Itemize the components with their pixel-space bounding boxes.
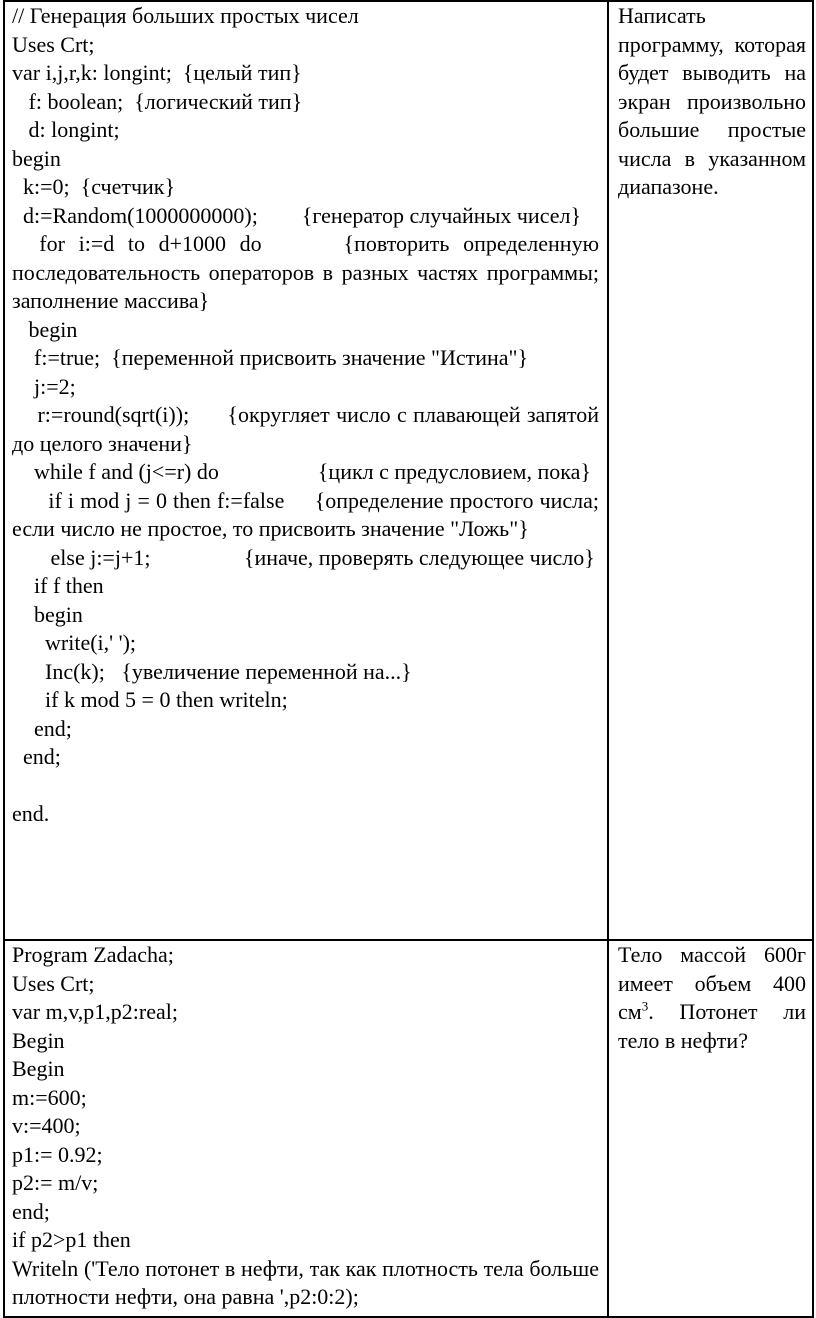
task-description: Написать программу, которая будет выводить на экран произвольно большие простые числа в указанном диапазоне. xyxy=(618,3,806,199)
code-line: begin xyxy=(12,601,83,627)
code-line: for i:=d to d+1000 do {повторить определенную последовательность операторов в разных частях программы; заполнение массива} xyxy=(12,231,605,313)
code-line: Uses Crt; xyxy=(12,31,95,57)
code-line: var i,j,r,k: longint; {целый тип} xyxy=(12,60,302,85)
table-row xyxy=(4,1,813,940)
code-line: k:=0; {счетчик} xyxy=(12,174,176,199)
table-row xyxy=(4,940,813,1317)
code-line: else j:=j+1; {иначе, проверять следующее число} xyxy=(12,544,595,570)
code-line: if k mod 5 = 0 then writeln; xyxy=(12,687,288,712)
code-line: j:=2; xyxy=(12,373,76,399)
code-line: f: boolean; {логический тип} xyxy=(12,88,303,114)
code-line: d:=Random(1000000000); {генератор случайных чисел} xyxy=(12,202,582,228)
description-cell-primes xyxy=(608,1,813,940)
task-table xyxy=(3,0,814,1318)
description-text: . Потонет ли тело в нефти? xyxy=(618,999,806,1053)
code-line: if p2>p1 then xyxy=(12,1227,131,1252)
code-listing xyxy=(12,941,605,1312)
code-line: v:=400; xyxy=(12,1113,81,1138)
code-line: p1:= 0.92; xyxy=(12,1141,103,1167)
code-line: begin xyxy=(12,145,61,171)
code-cell-primes xyxy=(4,1,608,940)
code-line: // Генерация больших простых чисел xyxy=(12,3,359,28)
code-line: r:=round(sqrt(i)); {округляет число с плавающей запятой до целого значени} xyxy=(12,402,605,456)
code-line: var m,v,p1,p2:real; xyxy=(12,999,178,1024)
code-line: end; xyxy=(12,715,72,741)
code-cell-density xyxy=(4,940,608,1317)
code-line: Writeln ('Тело потонет в нефти, так как плотность тела больше плотности нефти, она равна ',p2:0:2); xyxy=(12,1255,605,1309)
code-line: end. xyxy=(12,801,50,826)
code-line: begin xyxy=(12,316,78,342)
code-line: m:=600; xyxy=(12,1084,87,1110)
code-line: p2:= m/v; xyxy=(12,1170,99,1195)
code-line: end; xyxy=(12,744,61,769)
code-line: Uses Crt; xyxy=(12,970,95,996)
code-line: Begin xyxy=(12,1027,65,1053)
code-line: write(i,' '); xyxy=(12,630,137,655)
task-description xyxy=(618,941,806,1055)
code-line: if i mod j = 0 then f:=false {определение простого числа; если число не простое, то присвоить значение "Ложь"} xyxy=(12,487,605,541)
code-line: Program Zadacha; xyxy=(12,942,174,967)
code-line xyxy=(12,772,599,801)
code-line: d: longint; xyxy=(12,117,120,142)
description-text: Тело массой 600г имеет объем 400 см xyxy=(618,942,806,1024)
code-line: while f and (j<=r) do {цикл с предусловием, пока} xyxy=(12,459,591,484)
code-line: Begin xyxy=(12,1056,65,1081)
code-listing xyxy=(12,2,605,829)
code-line: Inc(k); {увеличение переменной на...} xyxy=(12,658,412,684)
code-line: if f then xyxy=(12,573,104,598)
superscript-cubed: 3 xyxy=(641,998,649,1014)
description-cell-density xyxy=(608,940,813,1317)
code-line: f:=true; {переменной присвоить значение "Истина"} xyxy=(12,345,529,370)
code-line: end; xyxy=(12,1198,50,1224)
